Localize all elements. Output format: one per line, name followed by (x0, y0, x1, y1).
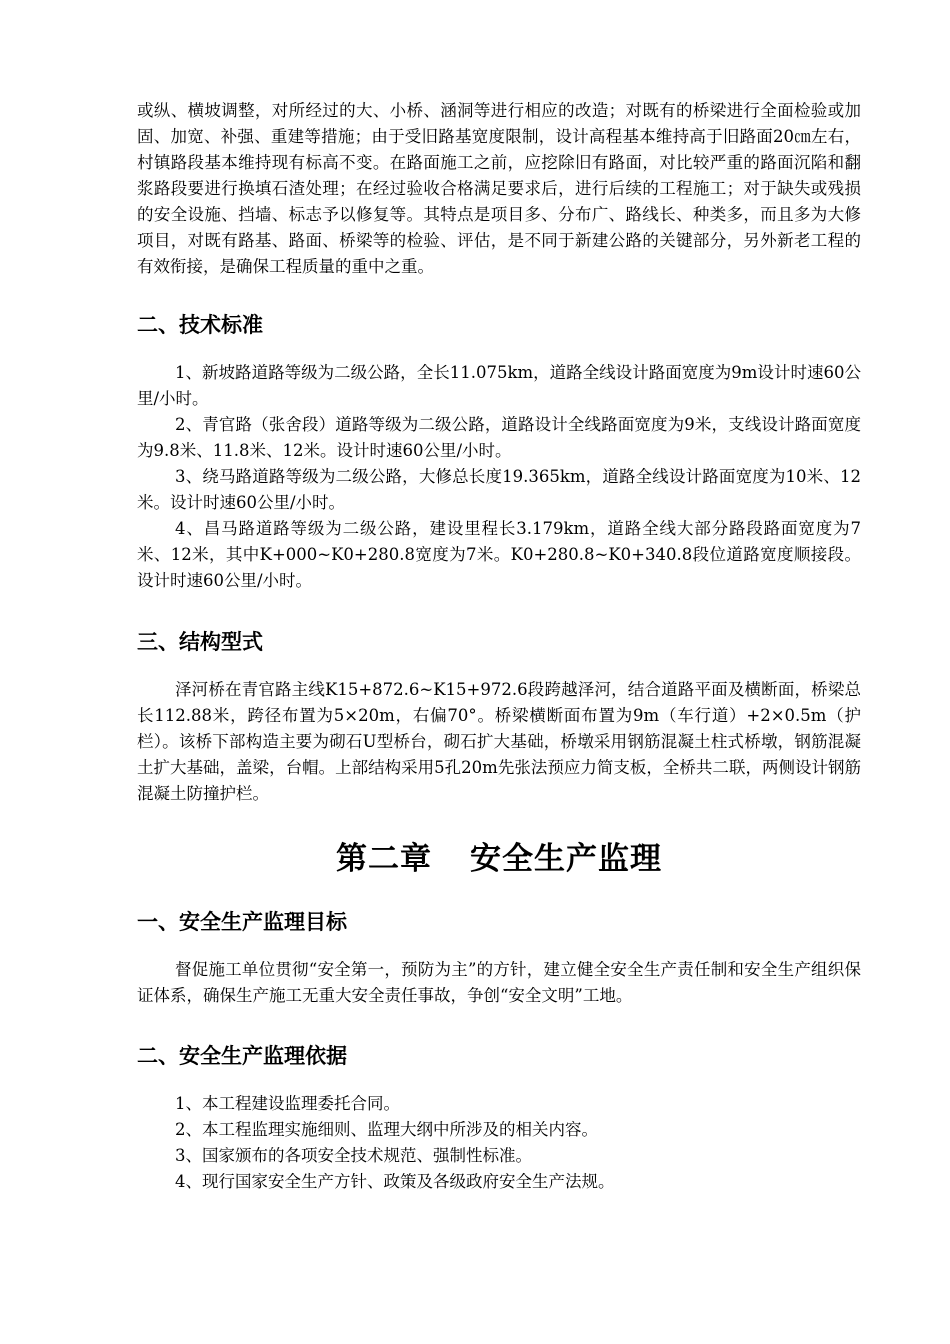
chapter-number: 第二章 (336, 841, 432, 877)
tech-standards-list (137, 360, 861, 594)
tech-standard-item: 4、昌马路道路等级为二级公路，建设里程长3.179km，道路全线大部分路段路面宽度为7米、12米，其中K+000~K0+280.8宽度为7米。K0+280.8~K0+340.8段位道路宽度顺接段。设计时速60公里/小时。 (137, 519, 861, 590)
page-content (137, 98, 861, 1195)
safety-basis-item: 4、现行国家安全生产方针、政策及各级政府安全生产法规。 (175, 1172, 615, 1191)
tech-standard-item: 3、绕马路道路等级为二级公路，大修总长度19.365km，道路全线设计路面宽度为10米、12米。设计时速60公里/小时。 (137, 467, 861, 512)
section-heading-tech-standards: 二、技术标准 (137, 313, 263, 337)
chapter-title (137, 837, 861, 881)
section-heading-safety-goal: 一、安全生产监理目标 (137, 910, 347, 934)
safety-goal-paragraph: 督促施工单位贯彻“安全第一，预防为主”的方针，建立健全安全生产责任制和安全生产组织保证体系，确保生产施工无重大安全责任事故，争创“安全文明”工地。 (137, 960, 861, 1005)
section-heading-structure: 三、结构型式 (137, 630, 263, 654)
tech-standard-item: 1、新坡路道路等级为二级公路，全长11.075km，道路全线设计路面宽度为9m设计时速60公里/小时。 (137, 363, 861, 408)
structure-paragraph: 泽河桥在青官路主线K15+872.6~K15+972.6段跨越泽河，结合道路平面及横断面，桥梁总长112.88米，跨径布置为5×20m，右偏70°。桥梁横断面布置为9m（车行道）+2×0.5m（护栏）。该桥下部构造主要为砌石U型桥台，砌石扩大基础，桥墩采用钢筋混凝土柱式桥墩，钢筋混凝土扩大基础，盖梁，台帽。上部结构采用5孔20m先张法预应力简支板，全桥共二联，两侧设计钢筋混凝土防撞护栏。 (137, 680, 861, 803)
tech-standard-item: 2、青官路（张舍段）道路等级为二级公路，道路设计全线路面宽度为9米，支线设计路面宽度为9.8米、11.8米、12米。设计时速60公里/小时。 (137, 415, 861, 460)
intro-paragraph: 或纵、横坡调整，对所经过的大、小桥、涵洞等进行相应的改造；对既有的桥梁进行全面检验或加固、加宽、补强、重建等措施；由于受旧路基宽度限制，设计高程基本维持高于旧路面20㎝左右，村镇路段基本维持现有标高不变。在路面施工之前，应挖除旧有路面，对比较严重的路面沉陷和翻浆路段要进行换填石渣处理；在经过验收合格满足要求后，进行后续的工程施工；对于缺失或残损的安全设施、挡墙、标志予以修复等。其特点是项目多、分布广、路线长、种类多，而且多为大修项目，对既有路基、路面、桥梁等的检验、评估，是不同于新建公路的关键部分，另外新老工程的有效衔接，是确保工程质量的重中之重。 (137, 101, 861, 276)
safety-basis-list (137, 1091, 861, 1195)
safety-basis-item: 3、国家颁布的各项安全技术规范、强制性标准。 (175, 1146, 532, 1165)
chapter-name: 安全生产监理 (470, 841, 662, 877)
safety-basis-item: 2、本工程监理实施细则、监理大纲中所涉及的相关内容。 (175, 1120, 598, 1139)
safety-basis-item: 1、本工程建设监理委托合同。 (175, 1094, 400, 1113)
section-heading-safety-basis: 二、安全生产监理依据 (137, 1044, 347, 1068)
